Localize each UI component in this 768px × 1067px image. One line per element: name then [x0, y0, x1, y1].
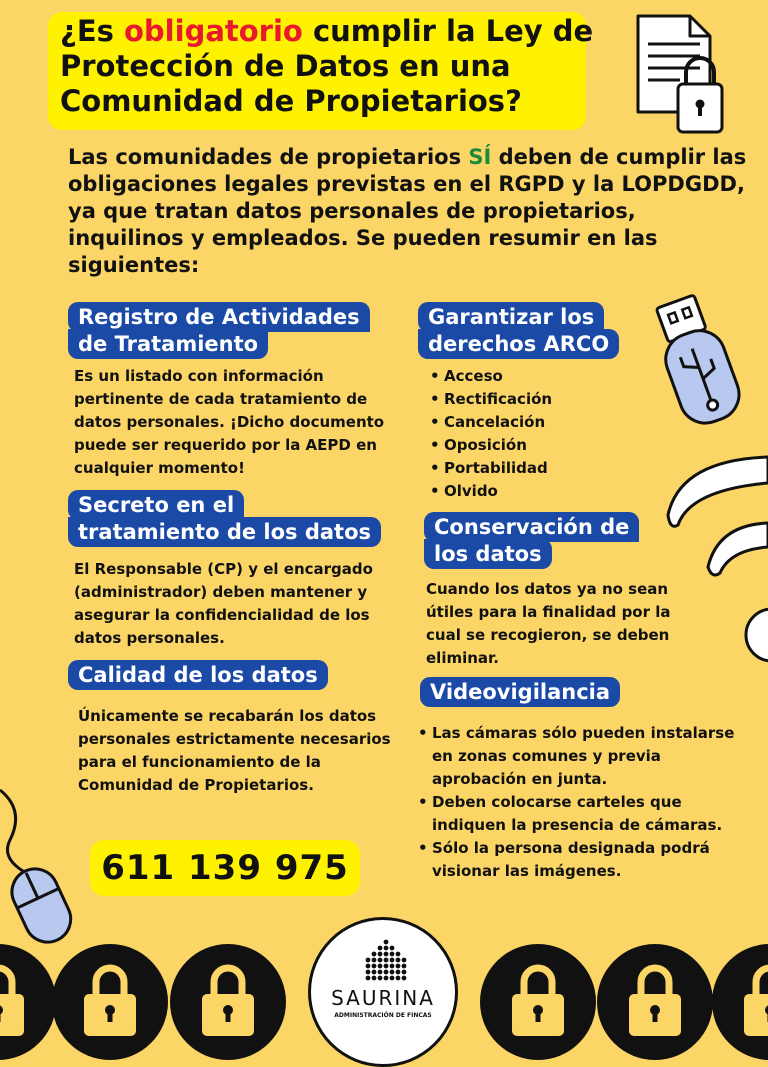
document-lock-icon	[630, 12, 730, 137]
usb-drive-icon	[640, 290, 755, 440]
phone-number[interactable]: 611 139 975	[90, 840, 360, 896]
title-emphasis: obligatorio	[124, 14, 303, 48]
logo-dots-icon	[361, 938, 411, 984]
list-item: • Las cámaras sólo pueden instalarse en zonas comunes y previa aprobación en junta.	[418, 722, 738, 791]
arco-heading: Garantizar los derechos ARCO	[418, 302, 619, 359]
secreto-body: El Responsable (CP) y el encargado (administrador) deben mantener y asegurar la confidencialidad de los datos personales.	[74, 560, 373, 647]
padlock-icon	[52, 944, 168, 1060]
list-item: • Oposición	[430, 434, 600, 457]
calidad-body: Únicamente se recabarán los datos personales estrictamente necesarios para el funcionamiento de la Comunidad de Propietarios.	[78, 707, 391, 794]
wifi-icon	[660, 455, 768, 665]
padlock-icon	[0, 944, 56, 1060]
padlock-icon	[170, 944, 286, 1060]
list-item: • Olvido	[430, 480, 600, 503]
page-title: ¿Es obligatorio cumplir la Ley de Protección de Datos en una Comunidad de Propietarios?	[60, 14, 594, 118]
video-list	[418, 722, 738, 883]
list-item: • Acceso	[430, 365, 600, 388]
padlock-icon	[480, 944, 596, 1060]
calidad-heading: Calidad de los datos	[68, 660, 328, 690]
saurina-logo	[308, 917, 458, 1067]
registro-body: Es un listado con información pertinente de cada tratamiento de datos personales. ¡Dicho documento puede ser requerido por la AEPD en cualquier momento!	[74, 367, 385, 477]
logo-name: SAURINA	[331, 986, 435, 1010]
conservacion-heading: Conservación de los datos	[424, 512, 639, 569]
video-heading: Videovigilancia	[420, 677, 620, 707]
logo-tagline: ADMINISTRACIÓN DE FINCAS	[334, 1012, 432, 1019]
list-item: • Sólo la persona designada podrá visionar las imágenes.	[418, 837, 738, 883]
list-item: • Rectificación	[430, 388, 600, 411]
list-item: • Deben colocarse carteles que indiquen la presencia de cámaras.	[418, 791, 738, 837]
intro-text: Las comunidades de propietarios SÍ deben de cumplir las obligaciones legales previstas en el RGPD y la LOPDGDD, ya que tratan datos personales de propietarios, inquilinos y empleados. Se pueden resumir en las siguientes:	[68, 145, 747, 277]
padlock-icon	[597, 944, 713, 1060]
list-item: • Portabilidad	[430, 457, 600, 480]
secreto-heading: Secreto en el tratamiento de los datos	[68, 490, 381, 547]
arco-list	[430, 365, 600, 503]
padlock-icon	[712, 944, 768, 1060]
intro-emphasis: SÍ	[468, 145, 492, 169]
conservacion-body: Cuando los datos ya no sean útiles para la finalidad por la cual se recogieron, se deben eliminar.	[426, 580, 671, 667]
mouse-icon	[0, 780, 85, 950]
registro-heading: Registro de Actividades de Tratamiento	[68, 302, 370, 359]
list-item: • Cancelación	[430, 411, 600, 434]
